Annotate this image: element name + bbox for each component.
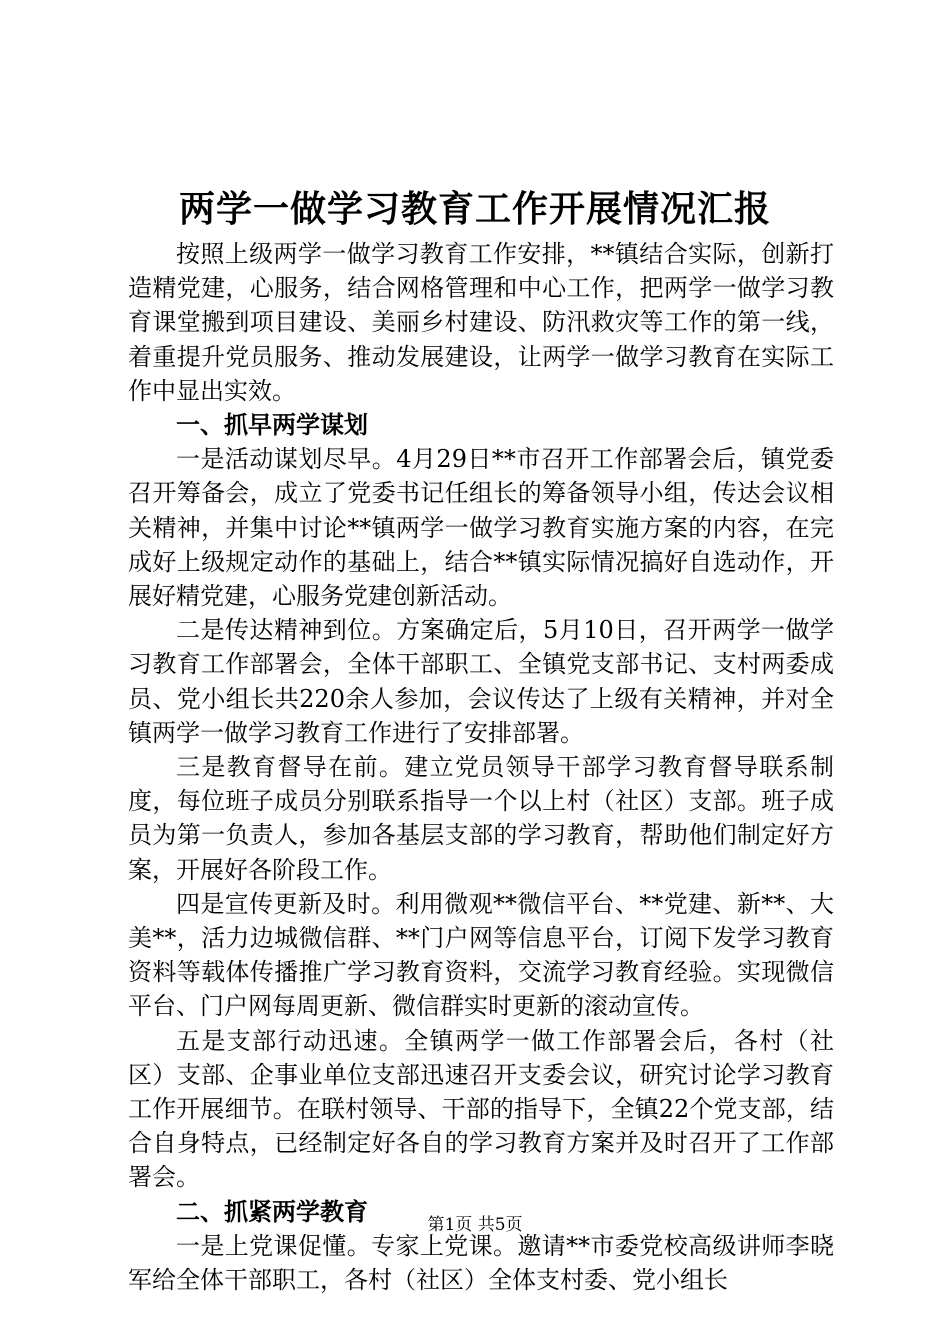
section-heading: 二、抓紧两学教育 bbox=[176, 1196, 368, 1226]
body-paragraph: 四是宣传更新及时。利用微观**微信平台、**党建、新**、大美**，活力边城微信群、**门户网等信息平台，订阅下发学习教育资料等载体传播推广学习教育资料，交流学习教育经验。实现微信平台、门户网每周更新、微信群实时更新的滚动宣传。 bbox=[128, 889, 834, 1021]
section-heading: 一、抓早两学谋划 bbox=[176, 410, 368, 440]
body-paragraph: 二是传达精神到位。方案确定后，5月10日，召开两学一做学习教育工作部署会，全体干部职工、全镇党支部书记、支村两委成员、党小组长共220余人参加，会议传达了上级有关精神，并对全镇两学一做学习教育工作进行了安排部署。 bbox=[128, 616, 834, 747]
intro-paragraph: 按照上级两学一做学习教育工作安排，**镇结合实际，创新打造精党建，心服务，结合网格管理和中心工作，把两学一做学习教育课堂搬到项目建设、美丽乡村建设、防汛救灾等工作的第一线，着重提升党员服务、推动发展建设，让两学一做学习教育在实际工作中显出实效。 bbox=[128, 240, 834, 405]
page-footer: 第1页 共5页 bbox=[427, 1215, 523, 1235]
document-body bbox=[128, 237, 834, 1297]
body-paragraph: 五是支部行动迅速。全镇两学一做工作部署会后，各村（社区）支部、企事业单位支部迅速召开支委会议，研究讨论学习教育工作开展细节。在联村领导、干部的指导下，全镇22个党支部，结合自身特点，已经制定好各自的学习教育方案并及时召开了工作部署会。 bbox=[128, 1026, 834, 1192]
body-paragraph: 一是上党课促懂。专家上党课。邀请**市委党校高级讲师李晓军给全体干部职工，各村（社区）全体支村委、党小组长 bbox=[128, 1231, 834, 1295]
document-title: 两学一做学习教育工作开展情况汇报 bbox=[178, 188, 771, 230]
body-paragraph: 一是活动谋划尽早。4月29日**市召开工作部署会后，镇党委召开筹备会，成立了党委书记任组长的筹备领导小组，传达会议相关精神，并集中讨论**镇两学一做学习教育实施方案的内容，在完成好上级规定动作的基础上，结合**镇实际情况搞好自选动作，开展好精党建，心服务党建创新活动。 bbox=[128, 445, 834, 611]
body-paragraph: 三是教育督导在前。建立党员领导干部学习教育督导联系制度，每位班子成员分别联系指导一个以上村（社区）支部。班子成员为第一负责人，参加各基层支部的学习教育，帮助他们制定好方案，开展好各阶段工作。 bbox=[128, 753, 834, 884]
